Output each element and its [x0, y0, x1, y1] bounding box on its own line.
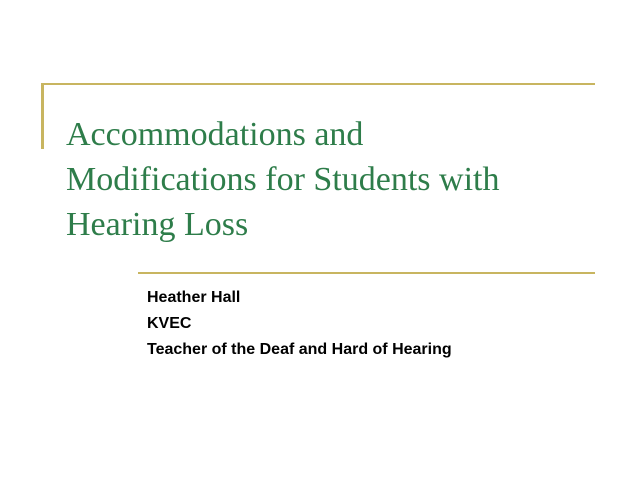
slide-subtitle [147, 285, 452, 363]
presenter-role: Teacher of the Deaf and Hard of Hearing [147, 341, 452, 358]
title-line: Accommodations and [66, 116, 364, 153]
top-accent-rule [41, 83, 595, 85]
left-accent-tick [41, 83, 44, 149]
title-line: Modifications for Students with [66, 161, 500, 198]
title-underline-rule [138, 272, 595, 274]
title-line: Hearing Loss [66, 206, 249, 243]
presenter-organization: KVEC [147, 315, 192, 332]
presenter-name: Heather Hall [147, 289, 241, 306]
slide-title [66, 112, 606, 247]
